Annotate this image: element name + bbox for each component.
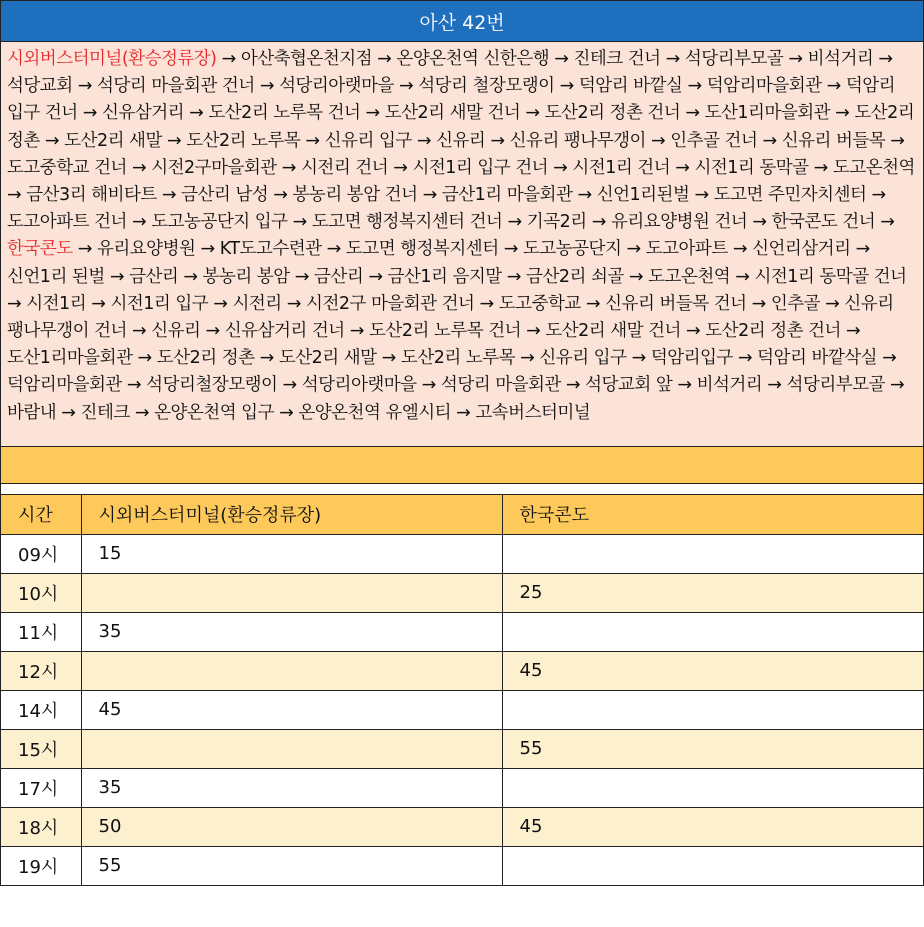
route-stop: 아산축협온천지점	[240, 49, 373, 69]
route-stop: 온양온천역 입구	[154, 402, 274, 423]
arrow-icon: →	[687, 76, 702, 97]
hour-cell: 11시	[1, 612, 81, 651]
arrow-icon: →	[686, 321, 701, 342]
route-stop: 석당리 마을회관 건너	[96, 76, 255, 97]
route-stop: 도산2리 새말	[278, 348, 377, 369]
arrow-icon: →	[381, 348, 396, 369]
arrow-icon: →	[161, 185, 177, 206]
table-row	[1, 846, 923, 885]
route-stop: 도산2리 노루목 건너	[208, 103, 361, 124]
condo-minute-cell	[502, 690, 923, 729]
route-stop: 도산2리 정촌 건너	[544, 103, 681, 124]
arrow-icon: →	[456, 402, 471, 423]
arrow-icon: →	[507, 212, 522, 233]
route-stop: 도산1리마을회관	[7, 348, 133, 369]
arrow-icon: →	[520, 348, 535, 369]
arrow-icon: →	[205, 321, 220, 342]
arrow-icon: →	[365, 103, 380, 124]
route-stop: 온양온천역 유엘시티	[298, 402, 452, 423]
route-stop: 시전2구마을회관	[151, 157, 277, 178]
route-stop: 인추골	[770, 293, 821, 314]
route-stop: 신언1리된벌	[596, 185, 690, 206]
arrow-icon: →	[813, 157, 828, 178]
route-stop: 덕암리 입구 건너	[7, 76, 896, 124]
arrow-icon: →	[368, 266, 383, 287]
route-stop: 시전1리 동막골	[694, 157, 809, 178]
arrow-icon: →	[305, 130, 320, 151]
route-stop: 도고온천역	[648, 266, 731, 287]
arrow-icon: →	[737, 348, 753, 369]
table-row	[1, 690, 923, 729]
arrow-icon: →	[7, 185, 22, 206]
route-stop: 도산2리 새말 건너	[545, 321, 681, 342]
arrow-icon: →	[421, 375, 436, 396]
condo-minute-cell: 45	[502, 807, 923, 846]
terminal-minute-cell	[81, 651, 502, 690]
route-stop: 도고면 주민자치센터	[713, 185, 867, 206]
arrow-icon: →	[281, 157, 296, 178]
route-stop: 도고중학교 건너	[7, 157, 127, 178]
arrow-icon: →	[189, 103, 204, 124]
route-stop: 시전리 건너	[301, 157, 389, 178]
arrow-icon: →	[506, 266, 521, 287]
arrow-icon: →	[377, 49, 392, 69]
arrow-icon: →	[591, 212, 606, 233]
terminal-minute-cell: 35	[81, 768, 502, 807]
hour-cell: 12시	[1, 651, 81, 690]
arrow-icon: →	[479, 293, 494, 314]
arrow-icon: →	[651, 130, 666, 151]
route-stop: 시전1리 건너	[572, 157, 671, 178]
route-stop: 석당교회	[7, 76, 73, 97]
route-stop: 도산2리 노루목	[400, 348, 516, 369]
route-stop: 한국콘도	[7, 239, 73, 260]
route-stop: 봉농리 봉암 건너	[292, 185, 418, 206]
table-row	[1, 534, 923, 573]
arrow-icon: →	[44, 130, 60, 151]
table-row	[1, 651, 923, 690]
arrow-icon: →	[422, 185, 437, 206]
route-stop: 도고농공단지	[522, 239, 622, 260]
route-stop: 신유리	[436, 130, 486, 151]
route-stop: 시전리	[232, 293, 282, 314]
route-stop: 신유리 입구	[539, 348, 627, 369]
route-stop: 금산3리 해비타트	[26, 185, 157, 206]
arrow-icon: →	[855, 239, 870, 260]
route-stop: 신유리	[151, 321, 201, 342]
route-stop: 도고온천역	[832, 157, 915, 178]
terminal-minute-cell	[81, 729, 502, 768]
header-terminal: 시외버스터미널(환승정류장)	[81, 495, 502, 534]
route-stop: 덕암리마을회관	[706, 76, 822, 97]
arrow-icon: →	[490, 130, 505, 151]
hour-cell: 18시	[1, 807, 81, 846]
arrow-icon: →	[788, 49, 803, 69]
route-stop: 도산2리 노루목 건너	[369, 321, 522, 342]
route-stop: 도산2리 정촌 건너	[705, 321, 841, 342]
arrow-icon: →	[77, 76, 92, 97]
route-stop: 진테크	[80, 402, 130, 423]
arrow-icon: →	[134, 402, 150, 423]
arrow-icon: →	[221, 49, 236, 69]
route-stop: 도산2리 새말	[64, 130, 162, 151]
condo-minute-cell: 55	[502, 729, 923, 768]
arrow-icon: →	[398, 76, 414, 97]
condo-minute-cell	[502, 612, 923, 651]
arrow-icon: →	[259, 348, 274, 369]
arrow-icon: →	[7, 293, 22, 314]
arrow-icon: →	[628, 266, 644, 287]
route-stop: 석당리 철장모랭이	[418, 76, 555, 97]
route-stop: 시전2구 마을회관 건너	[306, 293, 475, 314]
arrow-icon: →	[91, 293, 106, 314]
arrow-icon: →	[694, 185, 709, 206]
route-stop: 도고중학교	[498, 293, 581, 314]
arrow-icon: →	[878, 49, 893, 69]
route-stop: 신유삼거리 건너	[224, 321, 345, 342]
route-stop: 시전1리 입구 건너	[412, 157, 549, 178]
arrow-icon: →	[826, 76, 841, 97]
arrow-icon: →	[880, 212, 895, 233]
route-stop: 금산1리 음지말	[387, 266, 502, 287]
route-stop: 도산1리마을회관	[704, 103, 831, 124]
table-row	[1, 573, 923, 612]
route-stop: 도산2리 노루목	[186, 130, 301, 151]
arrow-icon: →	[685, 103, 700, 124]
route-stop: 신유삼거리	[102, 103, 185, 124]
route-stop: 석당교회 앞	[585, 375, 673, 396]
route-stop: 석당리철장모랭이	[146, 375, 278, 396]
arrow-icon: →	[82, 103, 97, 124]
arrow-icon: →	[294, 266, 309, 287]
route-stop: 도고아파트	[645, 239, 728, 260]
hour-cell: 14시	[1, 690, 81, 729]
arrow-icon: →	[559, 76, 574, 97]
route-stop: 신유리 팽나무갱이	[509, 130, 646, 151]
arrow-icon: →	[526, 321, 541, 342]
route-stop: 도산2리 정촌	[7, 103, 915, 151]
hour-cell: 09시	[1, 534, 81, 573]
route-title: 아산 42번	[419, 11, 505, 34]
arrow-icon: →	[631, 348, 646, 369]
arrow-icon: →	[665, 49, 680, 69]
arrow-icon: →	[286, 293, 301, 314]
route-stop: 석당리부모골	[684, 49, 784, 69]
hour-cell: 17시	[1, 768, 81, 807]
route-stop: 시전1리	[26, 293, 87, 314]
arrow-icon: →	[131, 157, 147, 178]
arrow-icon: →	[131, 212, 147, 233]
route-stop: 시전1리 입구	[110, 293, 209, 314]
arrow-icon: →	[61, 402, 76, 423]
arrow-icon: →	[282, 375, 297, 396]
terminal-minute-cell: 35	[81, 612, 502, 651]
route-stop: 신언1리 된벌	[7, 266, 105, 287]
hour-cell: 19시	[1, 846, 81, 885]
arrow-icon: →	[565, 375, 581, 396]
arrow-icon: →	[751, 293, 766, 314]
route-stop: 덕암리입구	[650, 348, 733, 369]
route-stop: 덕암리 바깥삭실	[757, 348, 878, 369]
arrow-icon: →	[200, 239, 215, 260]
route-stop: 신유리 팽나무갱이 건너	[7, 293, 894, 342]
arrow-icon: →	[752, 212, 767, 233]
arrow-icon: →	[677, 375, 692, 396]
route-stop: 석당리아랫마을	[279, 76, 394, 97]
arrow-icon: →	[825, 293, 840, 314]
arrow-icon: →	[131, 321, 147, 342]
arrow-icon: →	[762, 130, 777, 151]
arrow-icon: →	[393, 157, 408, 178]
timetable	[1, 495, 923, 886]
section-gap	[1, 484, 923, 495]
route-stop: 도산2리 새말 건너	[384, 103, 521, 124]
arrow-icon: →	[845, 321, 861, 342]
route-stop: 덕암리마을회관	[7, 375, 122, 396]
route-stop: 시전1리 동막골 건너	[754, 266, 907, 287]
arrow-icon: →	[273, 185, 288, 206]
route-stop: 기곡2리	[526, 212, 587, 233]
route-stop: 신유리 버들목	[781, 130, 886, 151]
condo-minute-cell: 45	[502, 651, 923, 690]
table-row	[1, 729, 923, 768]
route-stop: 봉농리 봉암	[202, 266, 290, 287]
arrow-icon: →	[835, 103, 850, 124]
route-stop: 비석거리	[696, 375, 763, 396]
route-stop: 도고면 행정복지센터	[345, 239, 499, 260]
terminal-minute-cell: 55	[81, 846, 502, 885]
arrow-icon: →	[503, 239, 518, 260]
route-stop: 금산1리 마을회관	[441, 185, 573, 206]
arrow-icon: →	[732, 239, 747, 260]
terminal-minute-cell: 15	[81, 534, 502, 573]
arrow-icon: →	[890, 375, 905, 396]
section-divider-band	[1, 447, 923, 484]
arrow-icon: →	[183, 266, 198, 287]
arrow-icon: →	[326, 239, 341, 260]
route-stop: 시외버스터미널(환승정류장)	[7, 49, 217, 69]
header-condo: 한국콘도	[502, 495, 923, 534]
arrow-icon: →	[675, 157, 690, 178]
arrow-icon: →	[126, 375, 142, 396]
route-stop: 한국콘도 건너	[771, 212, 876, 233]
route-stop: 신언리삼거리	[752, 239, 851, 260]
arrow-icon: →	[279, 402, 294, 423]
route-stop: 금산리 남성	[181, 185, 269, 206]
arrow-icon: →	[109, 266, 124, 287]
route-stop: 바람내	[7, 402, 57, 423]
route-stop: 금산2리 쇠골	[526, 266, 624, 287]
arrow-icon: →	[890, 130, 905, 151]
table-row	[1, 768, 923, 807]
arrow-icon: →	[213, 293, 228, 314]
route-stop: 금산리	[129, 266, 179, 287]
route-stop: 신유리 입구	[324, 130, 412, 151]
route-stop: 석당리아랫마을	[301, 375, 417, 396]
arrow-icon: →	[553, 157, 568, 178]
route-stop: 도고농공단지 입구	[151, 212, 288, 233]
terminal-minute-cell: 50	[81, 807, 502, 846]
arrow-icon: →	[735, 266, 750, 287]
condo-minute-cell	[502, 846, 923, 885]
hour-cell: 15시	[1, 729, 81, 768]
condo-minute-cell: 25	[502, 573, 923, 612]
route-stop: 고속버스터미널	[475, 402, 591, 423]
arrow-icon: →	[626, 239, 641, 260]
terminal-minute-cell	[81, 573, 502, 612]
route-stops	[1, 42, 923, 447]
route-stop: 도산2리 정촌	[156, 348, 255, 369]
arrow-icon: →	[767, 375, 782, 396]
hour-cell: 10시	[1, 573, 81, 612]
route-stop: 금산리	[314, 266, 364, 287]
arrow-icon: →	[416, 130, 432, 151]
route-stop: KT도고수련관	[219, 239, 322, 260]
arrow-icon: →	[77, 239, 92, 260]
route-stop: 인추골 건너	[670, 130, 758, 151]
arrow-icon: →	[871, 185, 886, 206]
route-stop: 신유리 버들목 건너	[605, 293, 747, 314]
route-stop: 유리요양병원 건너	[610, 212, 748, 233]
route-stop: 도고면 행정복지센터 건너	[311, 212, 503, 233]
route-stop: 유리요양병원	[96, 239, 196, 260]
route-title-bar	[1, 1, 923, 42]
route-stop: 진테크 건너	[573, 49, 661, 69]
terminal-minute-cell: 45	[81, 690, 502, 729]
arrow-icon: →	[882, 348, 897, 369]
header-time: 시간	[1, 495, 81, 534]
timetable-header-row	[1, 495, 923, 534]
arrow-icon: →	[349, 321, 364, 342]
arrow-icon: →	[137, 348, 152, 369]
arrow-icon: →	[577, 185, 592, 206]
route-stop: 석당리 마을회관	[440, 375, 561, 396]
route-stop: 석당리부모골	[786, 375, 885, 396]
condo-minute-cell	[502, 768, 923, 807]
condo-minute-cell	[502, 534, 923, 573]
route-stop: 온양온천역 신한은행	[396, 49, 550, 69]
arrow-icon: →	[554, 49, 569, 69]
arrow-icon: →	[585, 293, 601, 314]
arrow-icon: →	[292, 212, 307, 233]
arrow-icon: →	[259, 76, 274, 97]
table-row	[1, 612, 923, 651]
route-stop: 도고아파트 건너	[7, 212, 127, 233]
arrow-icon: →	[166, 130, 182, 151]
route-stop: 비석거리	[807, 49, 874, 69]
route-stop: 덕암리 바깥실	[578, 76, 683, 97]
arrow-icon: →	[525, 103, 540, 124]
table-row	[1, 807, 923, 846]
